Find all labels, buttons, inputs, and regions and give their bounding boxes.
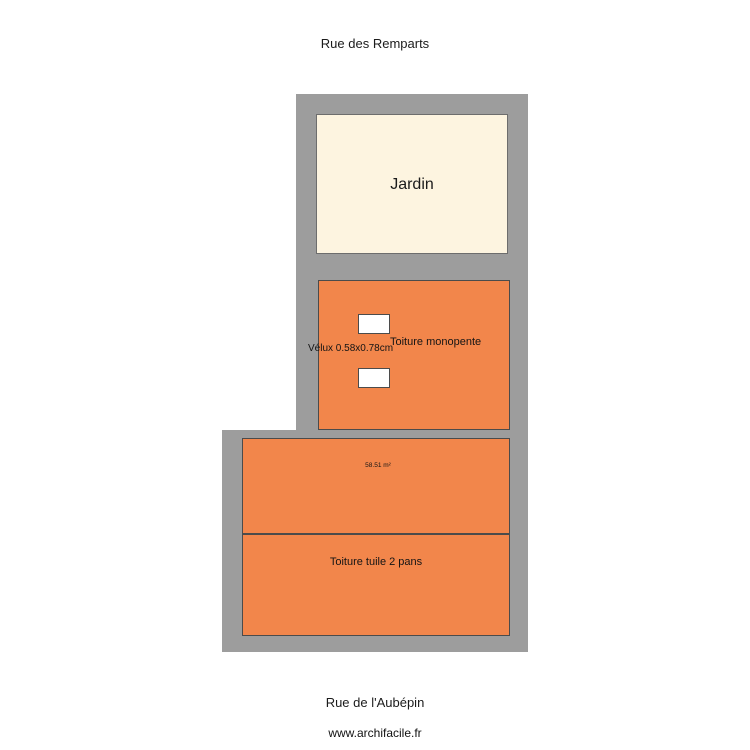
- room-label-toiture-monopente: Toiture monopente: [390, 336, 482, 348]
- room-label-toiture-tuile: Toiture tuile 2 pans: [329, 556, 423, 568]
- room-label-jardin: Jardin: [390, 176, 434, 193]
- room-toiture-tuile-upper[interactable]: [242, 438, 510, 534]
- street-label-top: Rue des Remparts: [320, 36, 430, 51]
- velux-dimension-label: Vélux 0.58x0.78cm: [308, 343, 394, 354]
- velux-window-2[interactable]: [358, 368, 390, 388]
- watermark-label: www.archifacile.fr: [328, 726, 422, 740]
- room-toiture-monopente[interactable]: [318, 280, 510, 430]
- room-toiture-tuile-lower[interactable]: [242, 534, 510, 636]
- street-label-bottom: Rue de l'Aubépin: [325, 695, 425, 710]
- surface-area-label: 58.51 m²: [365, 462, 391, 469]
- velux-window-1[interactable]: [358, 314, 390, 334]
